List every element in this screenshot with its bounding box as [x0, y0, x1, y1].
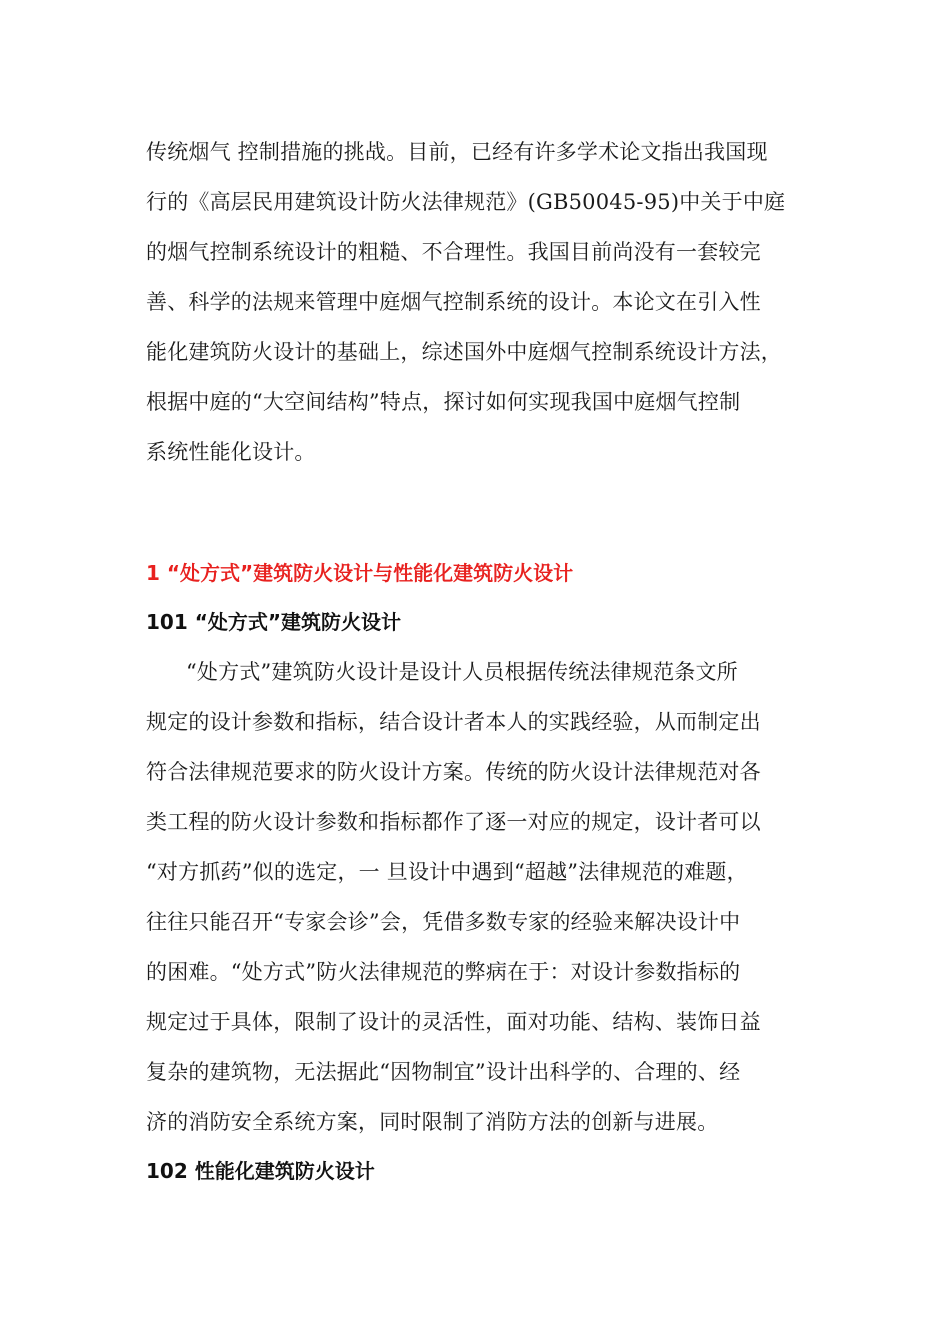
text-line: 规定过于具体，限制了设计的灵活性，面对功能、结构、装饰日益 [146, 1010, 761, 1034]
section-heading: 1 “处方式”建筑防火设计与性能化建筑防火设计 [146, 561, 574, 585]
text-line: 济的消防安全系统方案，同时限制了消防方法的创新与进展。 [146, 1110, 719, 1134]
text-line: 规定的设计参数和指标，结合设计者本人的实践经验，从而制定出 [146, 710, 761, 734]
text-line: 系统性能化设计。 [146, 440, 316, 464]
text-line: 根据中庭的“大空间结构”特点，探讨如何实现我国中庭烟气控制 [146, 390, 741, 414]
text-line: 能化建筑防火设计的基础上，综述国外中庭烟气控制系统设计方法， [146, 340, 782, 364]
text-line: 的困难。“处方式”防火法律规范的弊病在于：对设计参数指标的 [146, 960, 741, 984]
text-line: 类工程的防火设计参数和指标都作了逐一对应的规定，设计者可以 [146, 810, 761, 834]
text-line: “对方抓药”似的选定，一 旦设计中遇到“超越”法律规范的难题， [146, 860, 748, 884]
text-line: 传统烟气 控制措施的挑战。目前，已经有许多学术论文指出我国现 [146, 140, 768, 164]
subsection-heading: 102 性能化建筑防火设计 [146, 1159, 375, 1183]
text-line: 的烟气控制系统设计的粗糙、不合理性。我国目前尚没有一套较完 [146, 240, 761, 264]
text-line: “处方式”建筑防火设计是设计人员根据传统法律规范条文所 [186, 660, 738, 684]
text-line: 善、科学的法规来管理中庭烟气控制系统的设计。本论文在引入性 [146, 290, 761, 314]
text-line: 复杂的建筑物，无法据此“因物制宜”设计出科学的、合理的、经 [146, 1060, 741, 1084]
text-line: 往往只能召开“专家会诊”会，凭借多数专家的经验来解决设计中 [146, 910, 741, 934]
subsection-heading: 101 “处方式”建筑防火设计 [146, 610, 401, 634]
text-line: 符合法律规范要求的防火设计方案。传统的防火设计法律规范对各 [146, 760, 761, 784]
text-line: 行的《高层民用建筑设计防火法律规范》(GB50045-95)中关于中庭 [146, 190, 786, 214]
